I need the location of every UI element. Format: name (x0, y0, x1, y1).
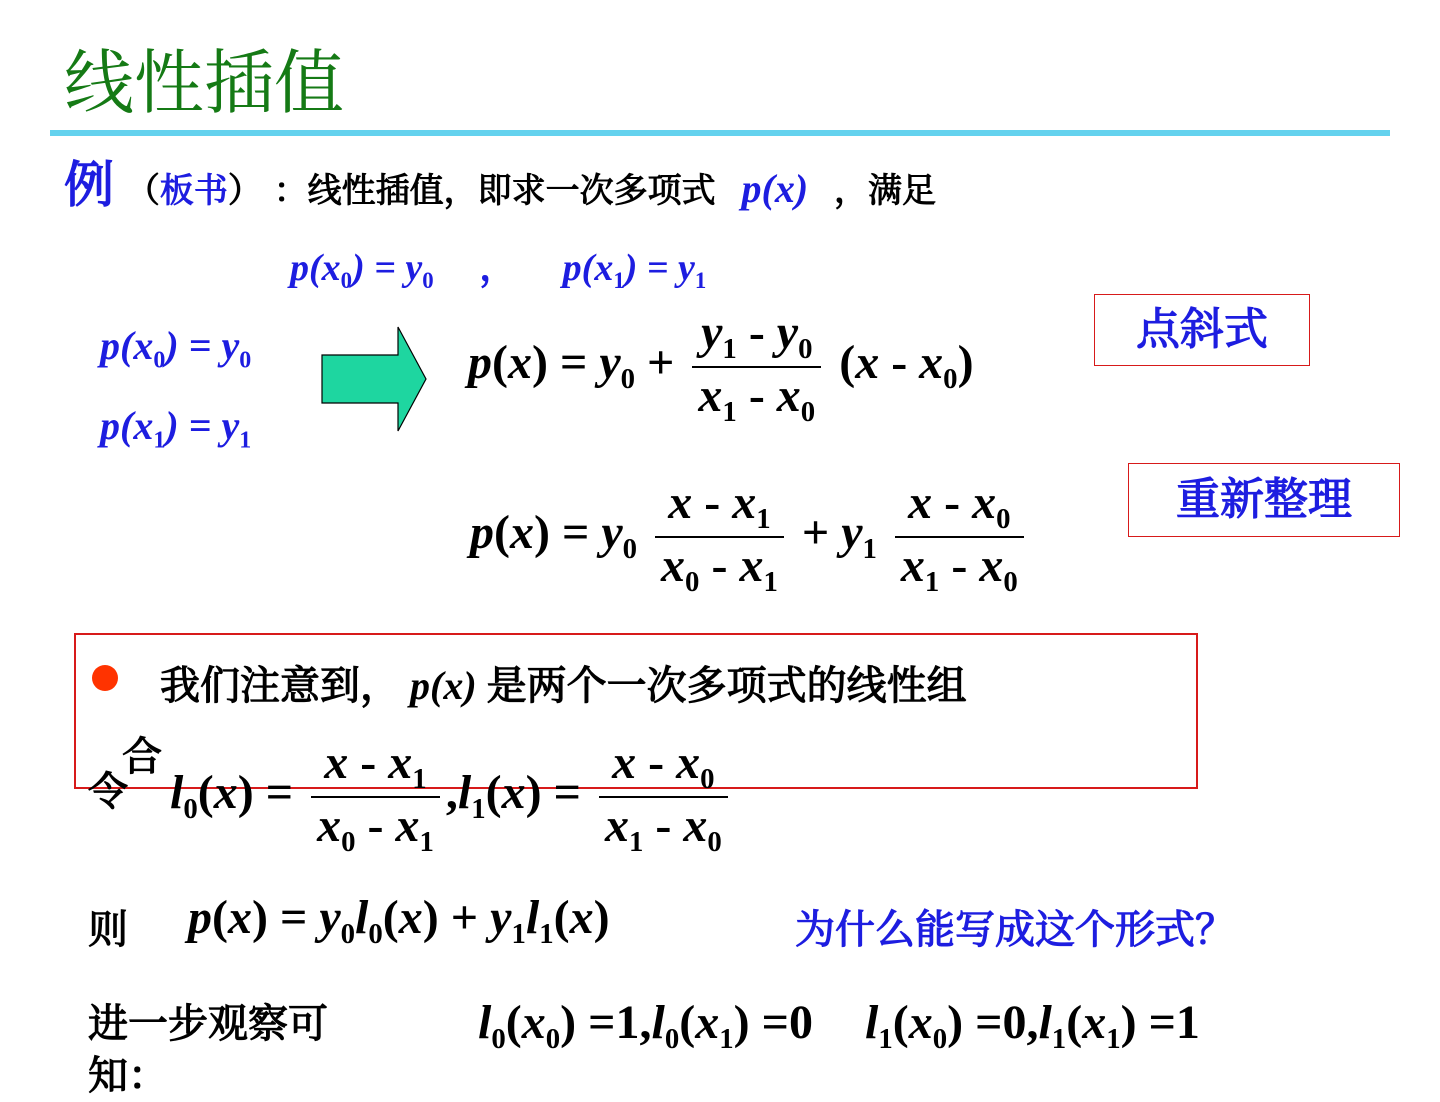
basis-definitions: $l_0(x)$ = $\frac{x - x_1}{x_0 - x_1}$ $,l_1(x)$ = $\frac{x - x_0}{x_1 - x_0}$ (170, 735, 734, 859)
basis-fraction-0: $\frac{x - x_1}{x_0 - x_1}$ (655, 475, 784, 599)
condition-0: $p(x_0) = y_0$ (290, 247, 434, 293)
board-label: 板书 (159, 171, 228, 211)
point-slope-tag: 点斜式 (1094, 294, 1310, 366)
left-condition-1: $p(x_1) = y_1$ (100, 403, 252, 454)
condition-1: $p(x_1) = y_1$ (562, 247, 707, 293)
example-label: 例 (64, 156, 114, 214)
let-label: 令 (88, 769, 128, 815)
basis-fraction-1: $\frac{x - x_0}{x_1 - x_0}$ (895, 475, 1024, 599)
example-poly: p(x) (741, 166, 809, 211)
basis-values: $l_0(x_0) =1,l_0(x_1) =0$ $l_1(x_0) =0,l_1(x_1) =1$ (478, 996, 1200, 1056)
bullet-icon (92, 665, 118, 691)
conditions-line (290, 236, 706, 294)
title-divider (50, 130, 1390, 136)
point-slope-formula: $p(x) = y_0$ + $\frac{y_1 - y_0}{x_1 - x_0}$ $(x - x_0)$ (468, 306, 974, 429)
page-title: 线性插值 (64, 42, 344, 124)
observe-text: 进一步观察可知： (88, 1001, 328, 1099)
note-wrap-text: 合 (122, 734, 162, 780)
l1-fraction: $\frac{x - x_0}{x_1 - x_0}$ (599, 735, 728, 859)
rearrange-tag: 重新整理 (1128, 463, 1400, 537)
example-line (64, 150, 936, 226)
slope-fraction: $\frac{y_1 - y_0}{x_1 - x_0}$ (692, 305, 821, 429)
paren-open: （ (125, 171, 160, 211)
paren-close: ） (227, 171, 262, 211)
lagrange-form: $p(x) = y_0l_0(x) + y_1l_1(x)$ (188, 891, 610, 951)
example-text: ：线性插值，即求一次多项式 (273, 171, 716, 211)
right-arrow-icon (320, 325, 430, 433)
then-label: 则 (88, 907, 128, 953)
example-tail: ，满足 (834, 171, 937, 211)
condition-separator: ， (479, 247, 518, 289)
left-condition-0: $p(x_0) = y_0$ (100, 323, 252, 374)
l0-fraction: $\frac{x - x_1}{x_0 - x_1}$ (311, 735, 440, 859)
rearranged-formula: $p(x) = y_0$ $\frac{x - x_1}{x_0 - x_1}$ + $y_1$ $\frac{x - x_0}{x_1 - x_0}$ (470, 475, 1030, 599)
note-text: 我们注意到， p(x) 是两个一次多项式的线性组 (160, 663, 967, 709)
question-text: 为什么能写成这个形式？ (795, 907, 1235, 953)
